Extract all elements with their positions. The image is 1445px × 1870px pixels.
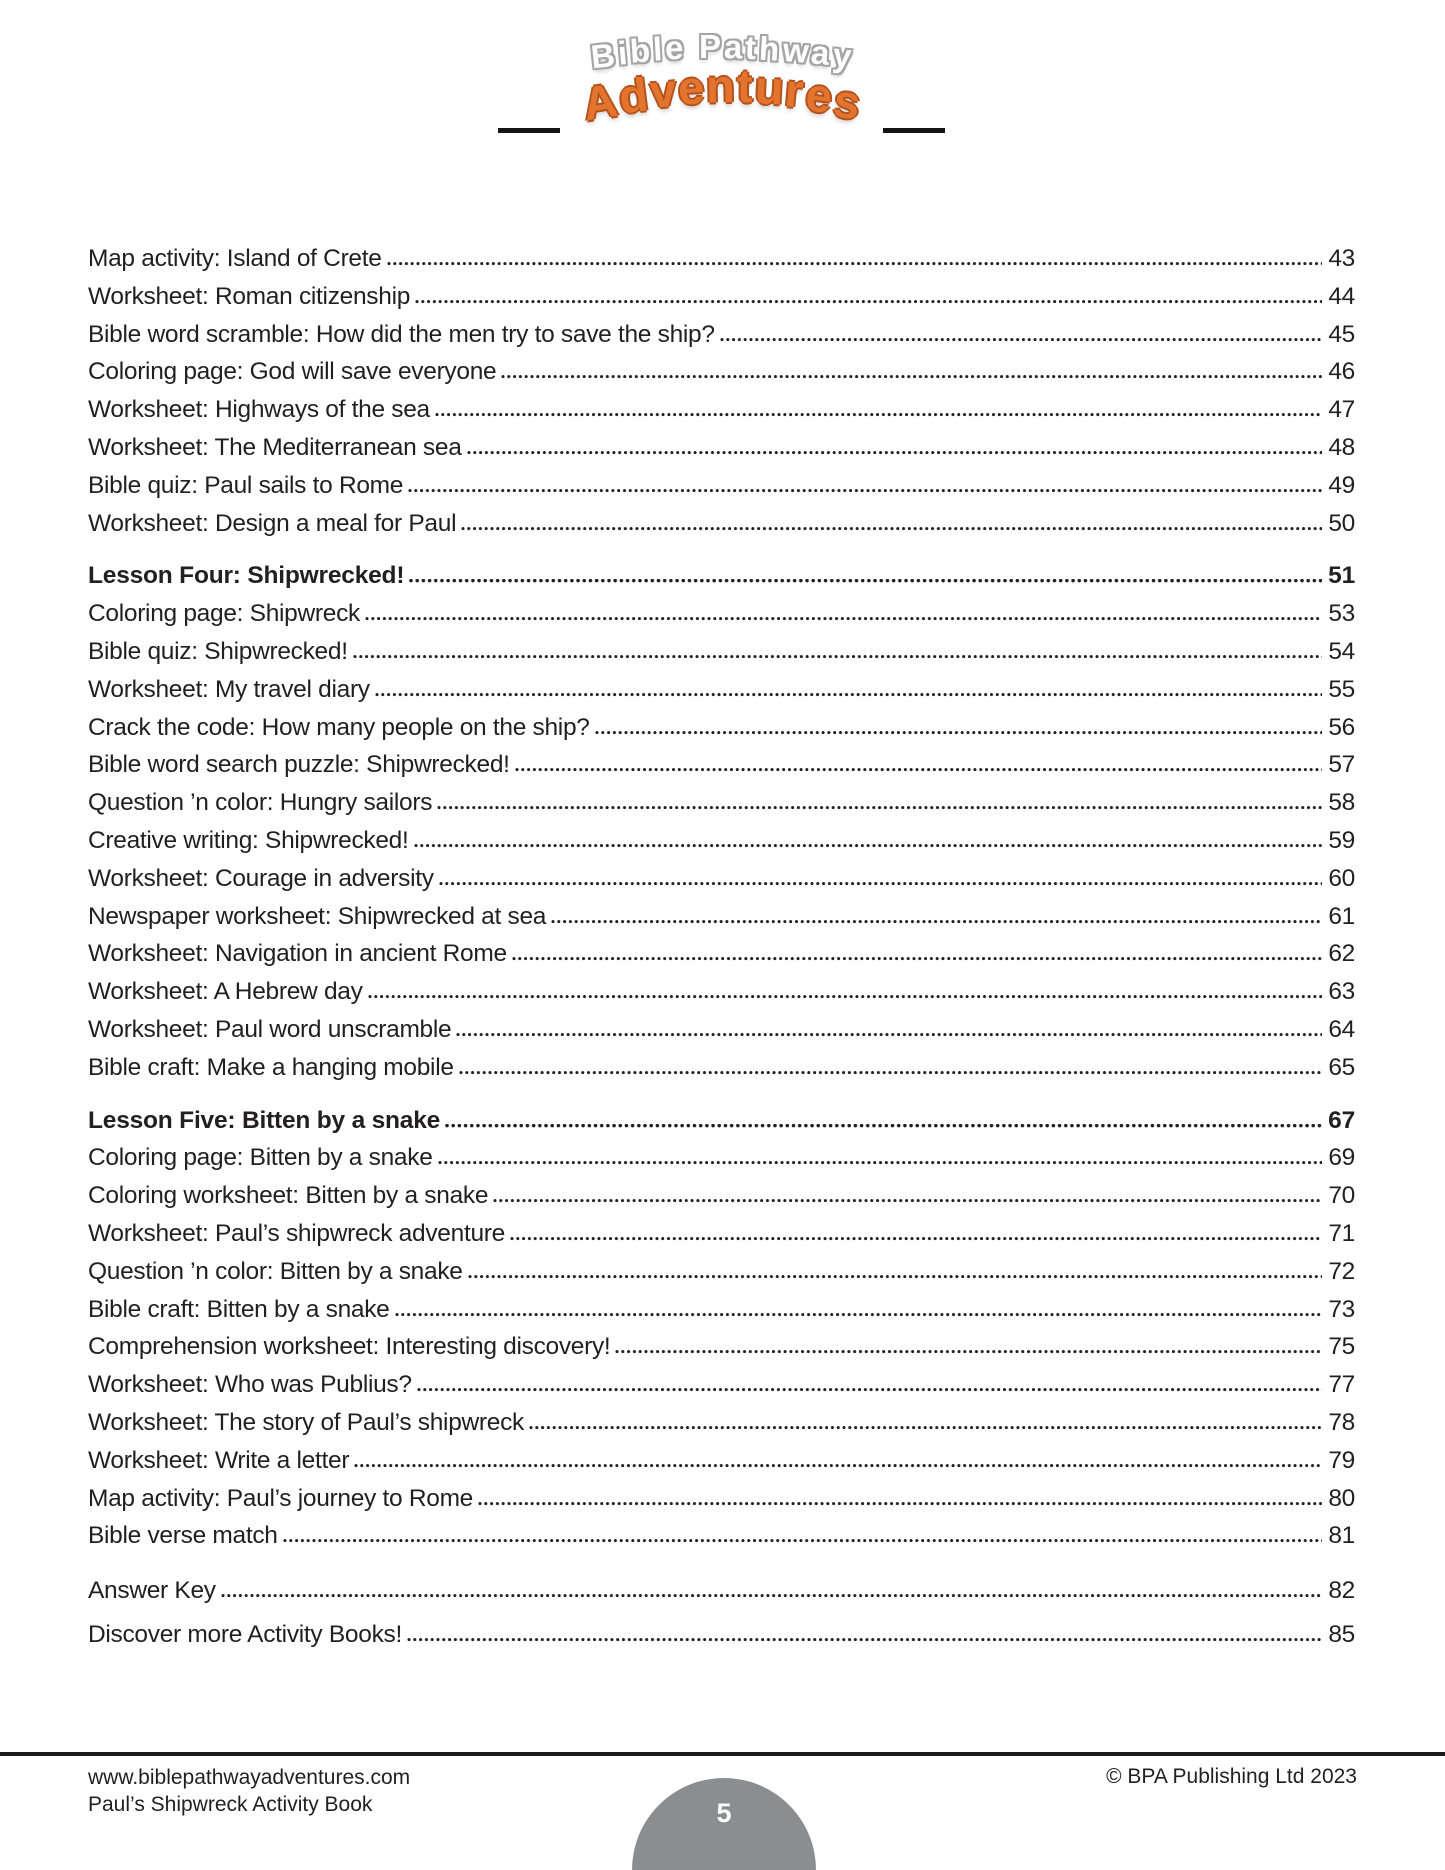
toc-entry-page: 82 <box>1328 1577 1355 1605</box>
toc-entry-page: 81 <box>1328 1522 1355 1550</box>
toc-entry-title: Worksheet: A Hebrew day <box>88 978 363 1006</box>
dot-leader <box>375 693 1323 697</box>
toc-entry-row <box>88 860 1355 898</box>
logo-letter: v <box>647 62 681 119</box>
toc-entry-title: Comprehension worksheet: Interesting discovery! <box>88 1333 611 1361</box>
toc-entry-page: 43 <box>1328 245 1355 272</box>
toc-entry-page: 62 <box>1328 940 1355 968</box>
toc-entry-page: 44 <box>1328 282 1355 310</box>
footer-book-title: Paul’s Shipwreck Activity Book <box>88 1793 373 1816</box>
logo-letter: w <box>781 31 813 70</box>
toc-entry-page: 51 <box>1328 562 1355 590</box>
dot-leader <box>720 338 1323 342</box>
toc-entry-row <box>88 240 1355 278</box>
toc-entry-row <box>88 1177 1355 1215</box>
toc-entry-title: Worksheet: Paul word unscramble <box>88 1015 452 1043</box>
toc-entry-title: Worksheet: My travel diary <box>88 675 370 703</box>
toc-entry-title: Worksheet: Courage in adversity <box>88 864 434 892</box>
toc-entry-row <box>88 1253 1355 1291</box>
toc-entry-row <box>88 595 1355 633</box>
dot-leader <box>461 527 1322 531</box>
toc-entry-row <box>88 1011 1355 1049</box>
toc-entry-row <box>88 784 1355 822</box>
toc-section-heading-row <box>88 557 1355 595</box>
dot-leader <box>445 1124 1322 1128</box>
toc-entry-row <box>88 709 1355 747</box>
toc-entry-title: Lesson Five: Bitten by a snake <box>88 1106 441 1134</box>
dot-leader <box>478 1502 1322 1506</box>
table-of-contents <box>88 240 1355 1654</box>
dot-leader <box>510 1237 1322 1241</box>
toc-entry-page: 56 <box>1328 713 1355 741</box>
toc-entry-row <box>88 1480 1355 1518</box>
toc-entry-page: 72 <box>1328 1257 1355 1285</box>
dot-leader <box>407 1638 1322 1642</box>
toc-entry-page: 64 <box>1328 1015 1355 1043</box>
logo-letter: h <box>758 29 784 68</box>
logo-letter: d <box>616 67 653 124</box>
toc-entry-row <box>88 1572 1355 1610</box>
dot-leader <box>515 768 1323 772</box>
toc-entry-title: Bible craft: Bitten by a snake <box>88 1295 390 1323</box>
toc-entry-page: 67 <box>1328 1106 1355 1134</box>
toc-entry-row <box>88 1404 1355 1442</box>
logo-left-dash <box>498 128 560 133</box>
page-number-badge <box>632 1778 816 1870</box>
dot-leader <box>467 451 1323 455</box>
logo-letter: e <box>664 28 688 67</box>
toc-entry-page: 78 <box>1328 1408 1355 1436</box>
dot-leader <box>395 1313 1323 1317</box>
toc-entry-row <box>88 1616 1355 1654</box>
toc-entry-title: Bible quiz: Shipwrecked! <box>88 637 348 665</box>
toc-entry-title: Worksheet: Design a meal for Paul <box>88 509 457 537</box>
toc-entry-page: 73 <box>1328 1295 1355 1323</box>
dot-leader <box>353 655 1323 659</box>
dot-leader <box>415 300 1322 304</box>
toc-entry-row <box>88 671 1355 709</box>
dot-leader <box>414 844 1323 848</box>
toc-entry-title: Bible verse match <box>88 1522 278 1550</box>
toc-entry-page: 53 <box>1328 600 1355 628</box>
logo-letter: P <box>698 28 724 65</box>
toc-entry-title: Question ’n color: Bitten by a snake <box>88 1257 463 1285</box>
toc-entry-page: 58 <box>1328 789 1355 817</box>
toc-entry-row <box>88 278 1355 316</box>
dot-leader <box>493 1199 1322 1203</box>
dot-leader <box>512 957 1323 961</box>
toc-entry-row <box>88 429 1355 467</box>
dot-leader <box>529 1426 1322 1430</box>
toc-entry-row <box>88 353 1355 391</box>
toc-entry-page: 77 <box>1328 1371 1355 1399</box>
logo-right-dash <box>883 128 945 133</box>
dot-leader <box>595 731 1323 735</box>
logo-letter: B <box>589 35 620 76</box>
dot-leader <box>354 1464 1322 1468</box>
brand-logo <box>0 28 1445 131</box>
toc-entry-page: 47 <box>1328 396 1355 424</box>
toc-entry-row <box>88 822 1355 860</box>
footer-divider <box>0 1752 1445 1756</box>
toc-entry-title: Bible word search puzzle: Shipwrecked! <box>88 751 510 779</box>
toc-entry-row <box>88 505 1355 543</box>
toc-entry-page: 79 <box>1328 1446 1355 1474</box>
logo-letter: i <box>616 33 632 72</box>
dot-leader <box>387 262 1323 266</box>
toc-entry-title: Map activity: Island of Crete <box>88 245 382 272</box>
toc-entry-row <box>88 1215 1355 1253</box>
toc-entry-title: Coloring page: God will save everyone <box>88 358 497 386</box>
toc-entry-row <box>88 633 1355 671</box>
toc-entry-page: 49 <box>1328 471 1355 499</box>
toc-entry-title: Crack the code: How many people on the ship? <box>88 713 590 741</box>
dot-leader <box>501 375 1322 379</box>
footer-website: www.biblepathwayadventures.com <box>88 1766 411 1789</box>
toc-entry-title: Creative writing: Shipwrecked! <box>88 826 409 854</box>
logo-letter: n <box>705 58 738 113</box>
logo-letter: s <box>829 73 866 130</box>
toc-entry-row <box>88 1328 1355 1366</box>
logo-letter: u <box>753 60 787 115</box>
logo-letter: e <box>802 67 837 124</box>
dot-leader <box>468 1275 1323 1279</box>
toc-entry-title: Worksheet: The story of Paul’s shipwreck <box>88 1408 524 1436</box>
toc-entry-row <box>88 935 1355 973</box>
toc-entry-title: Bible quiz: Paul sails to Rome <box>88 471 404 499</box>
dot-leader <box>459 1071 1323 1075</box>
dot-leader <box>437 806 1322 810</box>
footer-copyright: © BPA Publishing Ltd 2023 <box>1106 1765 1357 1788</box>
toc-entry-title: Worksheet: Write a letter <box>88 1446 350 1474</box>
logo-letter: b <box>628 31 655 70</box>
dot-leader <box>456 1033 1322 1037</box>
toc-entry-page: 57 <box>1328 751 1355 779</box>
toc-entry-page: 54 <box>1328 637 1355 665</box>
toc-entry-page: 75 <box>1328 1333 1355 1361</box>
dot-leader <box>365 617 1322 621</box>
dot-leader <box>368 995 1323 999</box>
toc-entry-page: 69 <box>1328 1144 1355 1172</box>
toc-entry-title: Discover more Activity Books! <box>88 1620 402 1648</box>
dot-leader <box>551 920 1322 924</box>
toc-entry-title: Worksheet: Highways of the sea <box>88 396 430 424</box>
toc-entry-title: Newspaper worksheet: Shipwrecked at sea <box>88 902 547 930</box>
toc-entry-title: Bible word scramble: How did the men try to save the ship? <box>88 320 715 348</box>
toc-entry-page: 70 <box>1328 1182 1355 1210</box>
toc-entry-page: 59 <box>1328 826 1355 854</box>
dot-leader <box>439 882 1323 886</box>
toc-entry-title: Answer Key <box>88 1577 216 1605</box>
dot-leader <box>283 1539 1323 1543</box>
toc-entry-title: Worksheet: Navigation in ancient Rome <box>88 940 507 968</box>
toc-entry-row <box>88 1139 1355 1177</box>
toc-entry-page: 61 <box>1328 902 1355 930</box>
toc-entry-page: 48 <box>1328 433 1355 461</box>
page-number: 5 <box>716 1798 732 1828</box>
logo-letter: a <box>723 28 746 66</box>
toc-entry-title: Bible craft: Make a hanging mobile <box>88 1053 454 1081</box>
toc-entry-title: Coloring page: Bitten by a snake <box>88 1144 433 1172</box>
toc-entry-page: 63 <box>1328 978 1355 1006</box>
toc-entry-row <box>88 316 1355 354</box>
toc-entry-page: 85 <box>1328 1620 1355 1648</box>
toc-entry-row <box>88 1366 1355 1404</box>
toc-entry-title: Worksheet: Paul’s shipwreck adventure <box>88 1219 505 1247</box>
toc-entry-page: 46 <box>1328 358 1355 386</box>
toc-entry-title: Coloring worksheet: Bitten by a snake <box>88 1182 489 1210</box>
toc-entry-page: 71 <box>1328 1219 1355 1247</box>
toc-entry-title: Question ’n color: Hungry sailors <box>88 789 433 817</box>
toc-entry-row <box>88 1442 1355 1480</box>
dot-leader <box>438 1161 1323 1165</box>
toc-entry-page: 45 <box>1328 320 1355 348</box>
toc-entry-row <box>88 1517 1355 1555</box>
logo-letter: e <box>676 60 708 115</box>
logo-letter: r <box>782 63 808 118</box>
toc-entry-title: Worksheet: Roman citizenship <box>88 282 411 310</box>
toc-entry-row <box>88 391 1355 429</box>
logo-letter: y <box>830 35 856 76</box>
toc-entry-page: 65 <box>1328 1053 1355 1081</box>
dot-leader <box>417 1388 1323 1392</box>
toc-entry-row <box>88 973 1355 1011</box>
toc-entry-page: 60 <box>1328 864 1355 892</box>
toc-entry-page: 55 <box>1328 675 1355 703</box>
toc-entry-title: Coloring page: Shipwreck <box>88 600 360 628</box>
dot-leader <box>409 579 1322 583</box>
toc-entry-row <box>88 467 1355 505</box>
toc-entry-row <box>88 1291 1355 1329</box>
logo-text-adventures <box>0 58 1445 131</box>
toc-entry-row <box>88 746 1355 784</box>
footer-left-block <box>88 1764 410 1818</box>
logo-letter: t <box>744 28 761 67</box>
dot-leader <box>408 489 1322 493</box>
toc-entry-page: 80 <box>1328 1484 1355 1512</box>
dot-leader <box>221 1594 1323 1598</box>
toc-entry-page: 50 <box>1328 509 1355 537</box>
toc-entry-title: Map activity: Paul’s journey to Rome <box>88 1484 474 1512</box>
toc-section-heading-row <box>88 1102 1355 1140</box>
logo-letter: A <box>579 72 624 131</box>
logo-letter: t <box>736 59 755 113</box>
logo-letter: a <box>809 33 835 73</box>
toc-entry-title: Worksheet: Who was Publius? <box>88 1371 412 1399</box>
toc-entry-row <box>88 898 1355 936</box>
dot-leader <box>615 1350 1322 1354</box>
toc-entry-title: Lesson Four: Shipwrecked! <box>88 562 405 590</box>
toc-entry-row <box>88 1049 1355 1087</box>
toc-entry-title: Worksheet: The Mediterranean sea <box>88 433 462 461</box>
dot-leader <box>435 413 1322 417</box>
logo-letter: l <box>652 30 667 68</box>
